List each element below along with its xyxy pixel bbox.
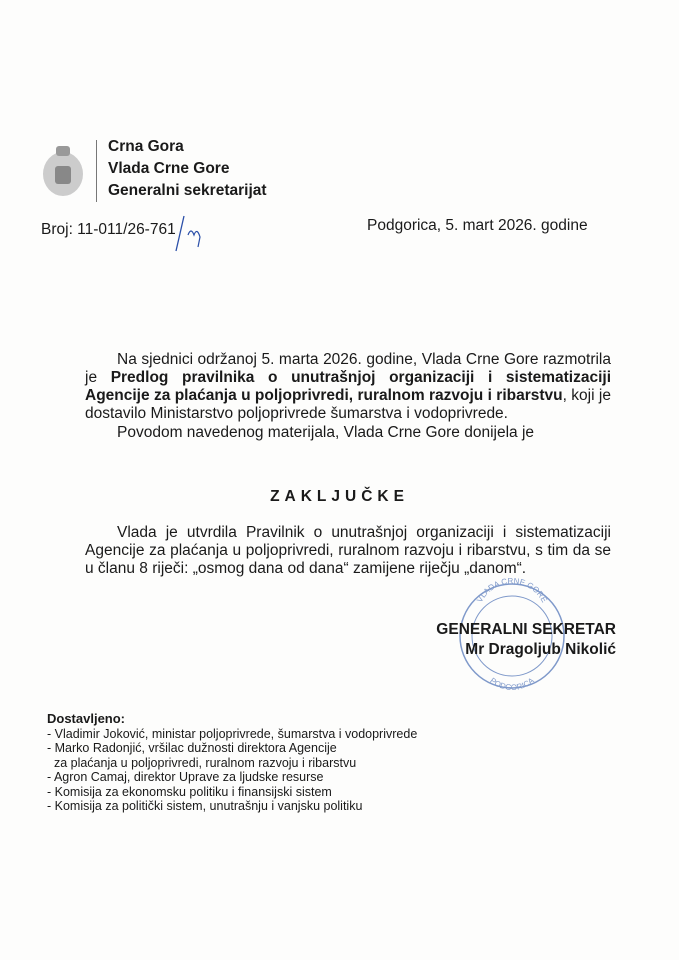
stamp-text: VLADA CRNE GORE [475,576,549,605]
header-divider [96,140,97,202]
svg-text:PODGORICA [488,676,536,693]
list-item: - Marko Radonjić, vršilac dužnosti direktora Agencije [47,741,337,755]
signature-block [420,620,616,660]
intro-text: Na sjednici održanoj 5. marta 2026. godine, Vlada Crne Gore razmotrila je [85,351,611,386]
letterhead [108,136,267,202]
section-title: ZAKLJUČKE [270,488,409,505]
list-item: - Komisija za politički sistem, unutrašnju i vanjsku politiku [47,799,363,813]
letterhead-line: Generalni sekretarijat [108,182,267,199]
distribution-heading: Dostavljeno: [47,711,126,726]
reference-number: Broj: 11-011/26-761 [41,221,176,238]
list-item: za plaćanja u poljoprivredi, ruralnom razvoju i ribarstvu [47,755,357,770]
signatory-role: GENERALNI SEKRETAR [436,621,616,638]
decision-intro: Povodom navedenog materijala, Vlada Crne Gore donijela je [117,424,535,441]
svg-text:VLADA CRNE GORE [475,576,549,604]
conclusion-paragraph: Vlada je utvrdila Pravilnik o unutrašnjoj organizaciji i sistematizaciji Agencije za plaćanja u poljoprivredi, ruralnom razvoju i ribarstvu, s tim da se u članu 8 riječi: „osmog dana od dana“ zamijene riječju „danom“. [85,524,611,577]
letterhead-line: Vlada Crne Gore [108,160,230,177]
intro-subject: Predlog pravilnika o unutrašnjoj organizaciji i sistematizaciji Agencije za plaćanja u poljoprivredi, ruralnom razvoju i ribarstvu [85,369,612,404]
list-item: - Vladimir Joković, ministar poljoprivrede, šumarstva i vodoprivrede [47,726,418,741]
signatory-name: Mr Dragoljub Nikolić [465,641,616,658]
document-date: Podgorica, 5. mart 2026. godine [367,217,588,234]
list-item: - Agron Camaj, direktor Uprave za ljudske resurse [47,770,324,784]
coat-of-arms-icon [38,142,88,202]
list-item: - Komisija za ekonomsku politiku i finansijski sistem [47,784,332,799]
stamp-text: PODGORICA [488,675,536,693]
letterhead-line: Crna Gora [108,138,184,155]
intro-paragraph [85,351,611,423]
intro-text-end: , koji je dostavilo Ministarstvo poljoprivrede šumarstva i vodoprivrede. [85,387,611,422]
handwritten-suffix [172,213,212,253]
distribution-list [47,712,417,814]
